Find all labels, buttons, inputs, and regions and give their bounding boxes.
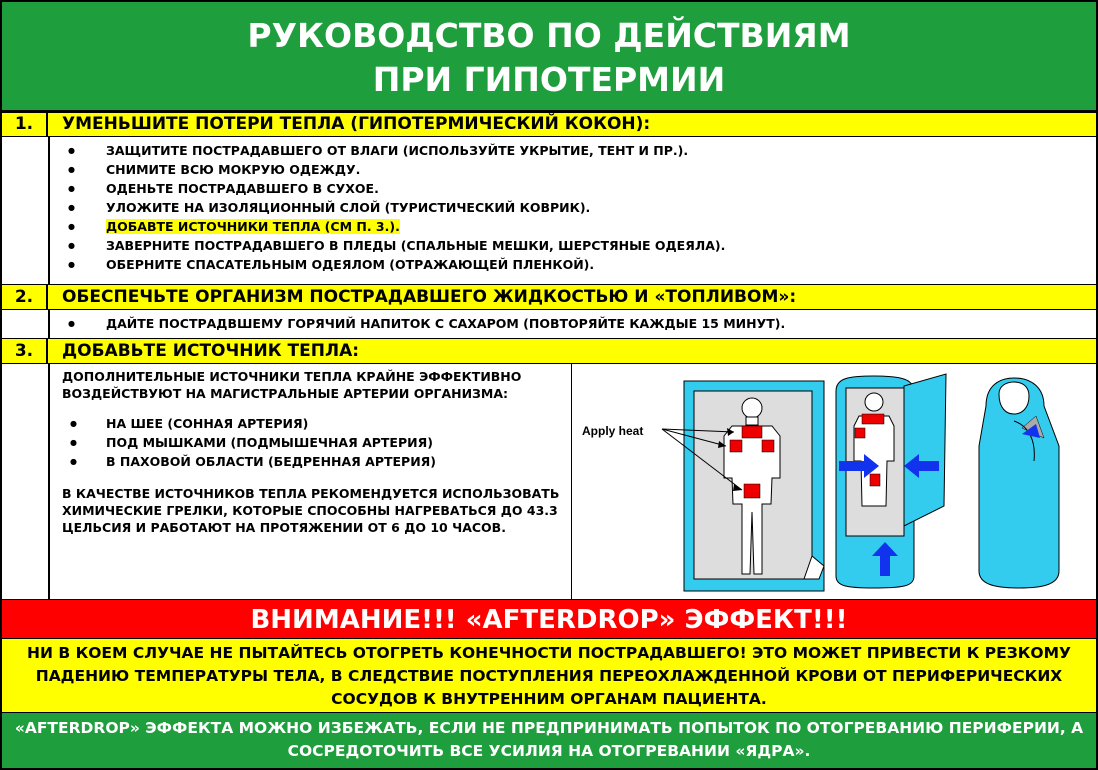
heat-application-illustration [574, 366, 1094, 596]
sleeping-bag-figure [979, 378, 1059, 588]
title-line-1: РУКОВОДСТВО ПО ДЕЙСТВИЯМ [247, 16, 851, 55]
list-item: ● ОБЕРНИТЕ СПАСАТЕЛЬНЫМ ОДЕЯЛОМ (ОТРАЖАЮЩЕЙ ПЛЕНКОЙ). [68, 255, 725, 274]
section-3-body [2, 364, 1096, 599]
section-3-recommendation: В КАЧЕСТВЕ ИСТОЧНИКОВ ТЕПЛА РЕКОМЕНДУЕТСЯ ИСПОЛЬЗОВАТЬ ХИМИЧЕСКИЕ ГРЕЛКИ, КОТОРЫЕ СПОСОБНЫ НАГРЕВАТЬСЯ ДО 43.3 ЦЕЛЬСИЯ И РАБОТАЮТ НА ПРОТЯЖЕНИИ ОТ 6 ДО 10 ЧАСОВ. [62, 486, 560, 535]
list-item: ● ПОД МЫШКАМИ (ПОДМЫШЕЧНАЯ АРТЕРИЯ) [70, 433, 567, 452]
section-2-list [2, 310, 1096, 338]
warning-heading: ВНИМАНИЕ!!! «AFTERDROP» ЭФФЕКТ!!! [2, 599, 1096, 639]
section-2-header [2, 284, 1096, 310]
list-item: ● ДАЙТЕ ПОСТРАДВШЕМУ ГОРЯЧИЙ НАПИТОК С САХАРОМ (ПОВТОРЯЙТЕ КАЖДЫЕ 15 МИНУТ). [68, 314, 785, 333]
list-item [68, 217, 725, 236]
wrapped-body-figure [836, 374, 946, 588]
list-item: ● ЗАВЕРНИТЕ ПОСТРАДАВШЕГО В ПЛЕДЫ (СПАЛЬНЫЕ МЕШКИ, ШЕРСТЯНЫЕ ОДЕЯЛА). [68, 236, 725, 255]
list-item: ● ОДЕНЬТЕ ПОСТРАДАВШЕГО В СУХОЕ. [68, 179, 725, 198]
section-3-divider [571, 364, 572, 599]
list-item: ● УЛОЖИТЕ НА ИЗОЛЯЦИОННЫЙ СЛОЙ (ТУРИСТИЧЕСКИЙ КОВРИК). [68, 198, 725, 217]
section-3-number: 3. [2, 339, 48, 363]
list-item: ● СНИМИТЕ ВСЮ МОКРУЮ ОДЕЖДУ. [68, 160, 725, 179]
list-item: ● НА ШЕЕ (СОННАЯ АРТЕРИЯ) [70, 414, 567, 433]
section-3-heading: ДОБАВЬТЕ ИСТОЧНИК ТЕПЛА: [62, 341, 360, 361]
footer-note: «AFTERDROP» ЭФФЕКТА МОЖНО ИЗБЕЖАТЬ, ЕСЛИ НЕ ПРЕДПРИНИМАТЬ ПОПЫТОК ПО ОТОГРЕВАНИЮ ПЕРИФЕРИИ, А СОСРЕДОТОЧИТЬ ВСЕ УСИЛИЯ НА ОТОГРЕВАНИИ «ЯДРА». [2, 713, 1096, 768]
highlighted-item-text: ДОБАВТЕ ИСТОЧНИКИ ТЕПЛА (СМ П. 3.). [106, 219, 400, 234]
warning-text: НИ В КОЕМ СЛУЧАЕ НЕ ПЫТАЙТЕСЬ ОТОГРЕТЬ КОНЕЧНОСТИ ПОСТРАДАВШЕГО! ЭТО МОЖЕТ ПРИВЕСТИ К РЕЗКОМУ ПАДЕНИЮ ТЕМПЕРАТУРЫ ТЕЛА, В СЛЕДСТВИЕ ПОСТУПЛЕНИЯ ПЕРЕОХЛАЖДЕННОЙ КРОВИ ОТ ПЕРИФЕРИЧЕСКИХ СОСУДОВ К ВНУТРЕННИМ ОРГАНАМ ПАЦИЕНТА. [2, 639, 1096, 713]
section-2-heading: ОБЕСПЕЧЬТЕ ОРГАНИЗМ ПОСТРАДАВШЕГО ЖИДКОСТЬЮ И «ТОПЛИВОМ»: [62, 287, 797, 307]
title-line-2: ПРИ ГИПОТЕРМИИ [372, 60, 726, 99]
section-1-list [2, 137, 1096, 284]
section-3-header [2, 338, 1096, 364]
hypothermia-wrap-drawing [574, 366, 1094, 596]
section-3-gutter [48, 364, 50, 599]
body-on-mat-figure [662, 381, 824, 591]
section-2-number: 2. [2, 285, 48, 309]
apply-heat-label: Apply heat [582, 424, 644, 438]
section-1-heading: УМЕНЬШИТЕ ПОТЕРИ ТЕПЛА (ГИПОТЕРМИЧЕСКИЙ КОКОН): [62, 114, 651, 134]
list-item: ● В ПАХОВОЙ ОБЛАСТИ (БЕДРЕННАЯ АРТЕРИЯ) [70, 452, 567, 471]
section-1-header [2, 112, 1096, 137]
section-1-gutter [48, 137, 50, 284]
section-2-gutter [48, 310, 50, 338]
list-item: ● ЗАЩИТИТЕ ПОСТРАДАВШЕГО ОТ ВЛАГИ (ИСПОЛЬЗУЙТЕ УКРЫТИЕ, ТЕНТ И ПР.). [68, 141, 725, 160]
section-3-text [62, 368, 567, 536]
section-1-number: 1. [2, 113, 48, 136]
section-3-intro: ДОПОЛНИТЕЛЬНЫЕ ИСТОЧНИКИ ТЕПЛА КРАЙНЕ ЭФФЕКТИВНО ВОЗДЕЙСТВУЮТ НА МАГИСТРАЛЬНЫЕ АРТЕРИИ ОРГАНИЗМА: [62, 369, 522, 401]
page-title [2, 2, 1096, 112]
